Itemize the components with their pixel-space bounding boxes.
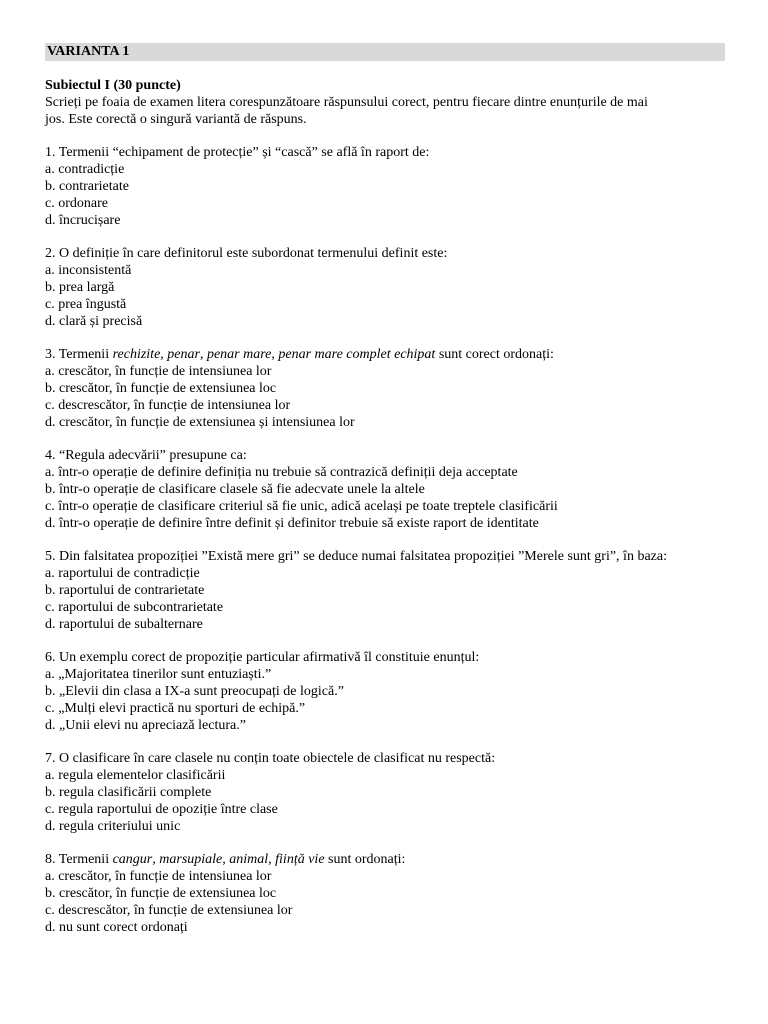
answer-option: a. crescător, în funcție de intensiunea lor	[45, 364, 272, 379]
stem-text: 8. Termenii	[45, 852, 113, 867]
question-4	[45, 447, 725, 532]
answer-option: b. prea largă	[45, 280, 115, 295]
answer-option: c. „Mulți elevi practică nu sporturi de echipă.”	[45, 701, 306, 716]
answer-option: a. crescător, în funcție de intensiunea lor	[45, 869, 272, 884]
question-stem	[45, 851, 725, 868]
answer-option: c. regula raportului de opoziție între clase	[45, 802, 278, 817]
answer-option: d. încrucișare	[45, 213, 121, 228]
italic-term: animal	[229, 852, 269, 867]
answer-option: a. contradicție	[45, 162, 125, 177]
answer-option: d. într-o operație de definire între definit și definitor trebuie să existe raport de identitate	[45, 516, 539, 531]
stem-text: ,	[152, 852, 160, 867]
question-stem	[45, 346, 725, 363]
stem-text: ,	[199, 347, 207, 362]
answer-option: d. „Unii elevi nu apreciază lectura.”	[45, 718, 246, 733]
stem-text: 5. Din falsitatea propoziției ”Există mere gri” se deduce numai falsitatea propoziției ”Merele sunt gri”, în baza:	[45, 549, 667, 564]
stem-text: ,	[271, 347, 279, 362]
exam-document	[45, 43, 725, 936]
stem-text: 4. “Regula adecvării” presupune ca:	[45, 448, 247, 463]
subject-title: Subiectul I (30 puncte)	[45, 78, 181, 93]
stem-text: 7. O clasificare în care clasele nu conțin toate obiectele de clasificat nu respectă:	[45, 751, 496, 766]
question-stem	[45, 144, 725, 161]
answer-option: a. inconsistentă	[45, 263, 132, 278]
question-7	[45, 750, 725, 835]
stem-text: ,	[160, 347, 168, 362]
answer-option: b. regula clasificării complete	[45, 785, 212, 800]
instructions-line: jos. Este corectă o singură variantă de răspuns.	[45, 112, 307, 127]
answer-option: d. regula criteriului unic	[45, 819, 181, 834]
italic-term: marsupiale	[159, 852, 223, 867]
question-stem	[45, 245, 725, 262]
stem-text: ,	[222, 852, 230, 867]
answer-option: d. clară și precisă	[45, 314, 143, 329]
italic-term: penar mare complet echipat	[278, 347, 436, 362]
italic-term: cangur	[112, 852, 153, 867]
italic-term: rechizite	[112, 347, 161, 362]
answer-option: c. ordonare	[45, 196, 108, 211]
answer-option: c. într-o operație de clasificare criteriul să fie unic, adică același pe toate treptele clasificării	[45, 499, 558, 514]
stem-text: sunt corect ordonați:	[435, 347, 554, 362]
question-1	[45, 144, 725, 229]
answer-option: d. nu sunt corect ordonați	[45, 920, 188, 935]
instructions	[45, 94, 725, 128]
question-8	[45, 851, 725, 936]
answer-option: a. regula elementelor clasificării	[45, 768, 226, 783]
answer-option: d. crescător, în funcție de extensiunea și intensiunea lor	[45, 415, 355, 430]
answer-option: a. într-o operație de definire definiția nu trebuie să contrazică definiții deja acceptate	[45, 465, 518, 480]
question-stem	[45, 750, 725, 767]
italic-term: ființă vie	[275, 852, 325, 867]
answer-option: b. contrarietate	[45, 179, 129, 194]
question-3	[45, 346, 725, 431]
stem-text: ,	[268, 852, 276, 867]
question-2	[45, 245, 725, 330]
instructions-line: Scrieți pe foaia de examen litera corespunzătoare răspunsului corect, pentru fiecare dintre enunțurile de mai	[45, 95, 648, 110]
answer-option: c. descrescător, în funcție de extensiunea lor	[45, 903, 293, 918]
italic-term: penar mare	[206, 347, 272, 362]
answer-option: b. raportului de contrarietate	[45, 583, 205, 598]
stem-text: 6. Un exemplu corect de propoziție particular afirmativă îl constituie enunțul:	[45, 650, 480, 665]
answer-option: a. raportului de contradicție	[45, 566, 200, 581]
italic-term: penar	[167, 347, 200, 362]
variant-heading: VARIANTA 1	[45, 43, 725, 61]
stem-text: 3. Termenii	[45, 347, 113, 362]
question-5	[45, 548, 725, 633]
answer-option: c. raportului de subcontrarietate	[45, 600, 224, 615]
answer-option: b. într-o operație de clasificare clasele să fie adecvate unele la altele	[45, 482, 425, 497]
stem-text: sunt ordonați:	[324, 852, 406, 867]
stem-text: 2. O definiție în care definitorul este subordonat termenului definit este:	[45, 246, 448, 261]
answer-option: b. „Elevii din clasa a IX-a sunt preocupați de logică.”	[45, 684, 344, 699]
answer-option: b. crescător, în funcție de extensiunea loc	[45, 381, 277, 396]
question-stem	[45, 447, 725, 464]
question-list	[45, 144, 725, 936]
question-6	[45, 649, 725, 734]
answer-option: d. raportului de subalternare	[45, 617, 203, 632]
answer-option: a. „Majoritatea tinerilor sunt entuziaști.”	[45, 667, 272, 682]
answer-option: c. descrescător, în funcție de intensiunea lor	[45, 398, 291, 413]
question-stem	[45, 548, 725, 565]
answer-option: b. crescător, în funcție de extensiunea loc	[45, 886, 277, 901]
answer-option: c. prea îngustă	[45, 297, 127, 312]
question-stem	[45, 649, 725, 666]
stem-text: 1. Termenii “echipament de protecție” și “cască” se află în raport de:	[45, 145, 430, 160]
